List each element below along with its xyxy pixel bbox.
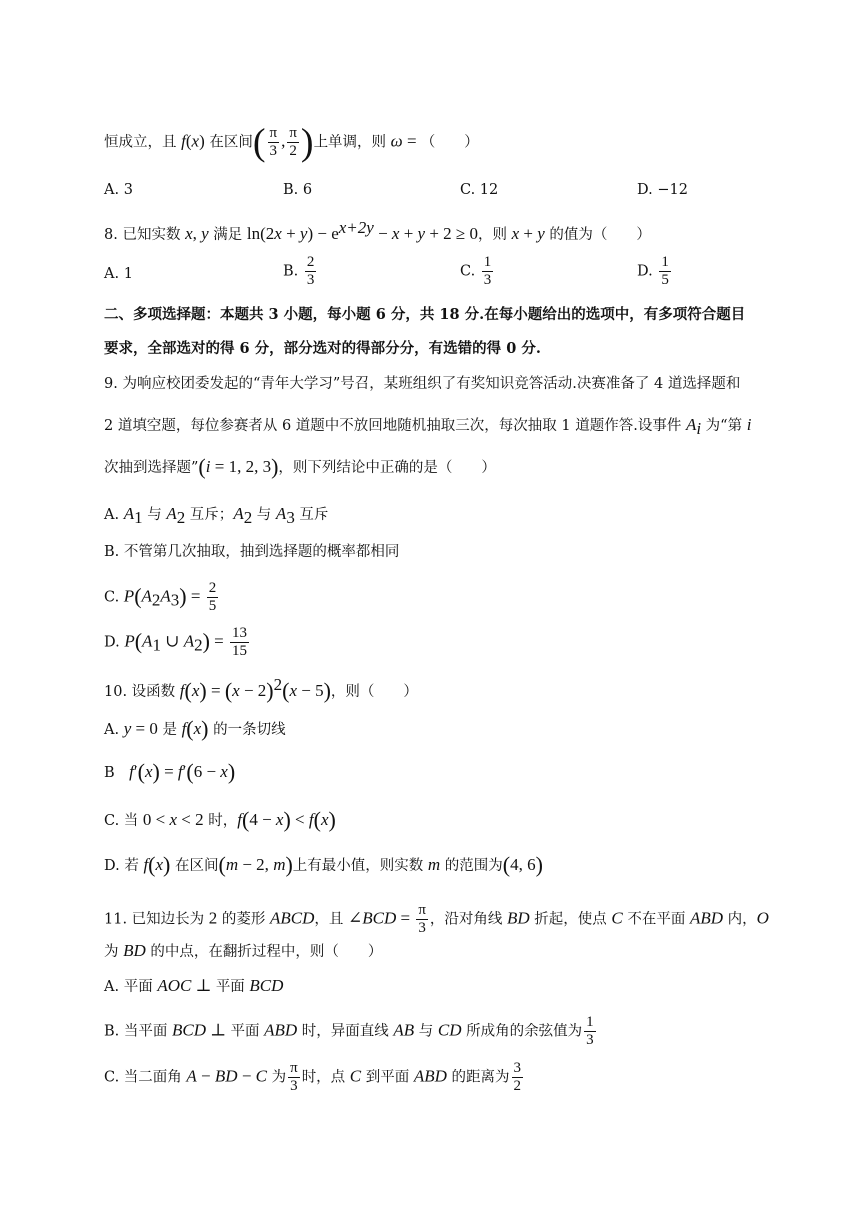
q11-option-c: C. 当二面角 A − BD − C 为 $\frac{\pi}{3}$ 时，点 C 到平面 ABD 的距离为 $\frac{3}{2}$ bbox=[104, 1060, 522, 1094]
q7-stem-line: 恒成立，且 f(x) 在区间( $\frac{\pi}{3}$ , $\frac{\pi}{2}$ )上单调，则 ω = （ ） bbox=[104, 121, 479, 164]
q7-option-d: D. −12 bbox=[637, 182, 688, 198]
q8-option-b: B. $\frac{2}{3}$ bbox=[283, 254, 315, 288]
q10-option-c: C. 当 0 < x < 2 时，f(4 − x) < f(x) bbox=[104, 807, 336, 832]
q10-option-b: B f′(x) = f′(6 − x) bbox=[104, 759, 236, 784]
q8-option-a: A. 1 bbox=[104, 266, 133, 282]
q9-option-b: B. 不管第几次抽取，抽到选择题的概率都相同 bbox=[104, 544, 400, 560]
q11-stem-line1: 11. 已知边长为 2 的菱形 ABCD，且 ∠BCD = $\frac{\pi}{3}$ ，沿对角线 BD 折起，使点 C 不在平面 ABD 内，O bbox=[104, 902, 769, 936]
q9-option-a: A. $A_1$ 与 $A_2$ 互斥；$A_2$ 与 $A_3$ 互斥 bbox=[104, 504, 329, 527]
q8-stem: 8. 已知实数 x, y 满足 $\ln(2x + y) - e^{x+2y} - x + y + 2 \ge 0$，则 x + y 的值为（ ） bbox=[104, 218, 651, 243]
q10-stem: 10. 设函数 $f(x) = (x - 2)^2(x - 5)$，则（ ） bbox=[104, 675, 418, 703]
q10-option-a: A. y = 0 是 f(x) 的一条切线 bbox=[104, 716, 286, 741]
q8-option-c: C. $\frac{1}{3}$ bbox=[460, 254, 492, 288]
q7-option-a: A. 3 bbox=[104, 182, 133, 198]
section2-heading-line1: 二、多项选择题：本题共 3 小题，每小题 6 分，共 18 分.在每小题给出的选项中，有多项符合题目 bbox=[104, 306, 746, 323]
q7-option-c: C. 12 bbox=[460, 182, 499, 198]
q9-option-c: C. $P(A_2A_3)$ = $\frac{2}{5}$ bbox=[104, 580, 217, 614]
q11-option-a: A. 平面 AOC ⊥ 平面 BCD bbox=[104, 976, 284, 995]
q9-stem-line1: 9. 为响应校团委发起的“青年大学习”号召，某班组织了有奖知识竞答活动.决赛准备了 4 道选择题和 bbox=[104, 376, 741, 392]
q11-stem-line2: 为 BD 的中点，在翻折过程中，则（ ） bbox=[104, 941, 383, 960]
q10-option-d: D. 若 f(x) 在区间(m − 2, m)上有最小值，则实数 m 的范围为(4, 6) bbox=[104, 852, 543, 877]
q7-option-b: B. 6 bbox=[283, 182, 313, 198]
section2-heading-line2: 要求，全部选对的得 6 分，部分选对的得部分分，有选错的得 0 分. bbox=[104, 340, 541, 357]
q9-stem-line2: 2 道填空题，每位参赛者从 6 道题中不放回地随机抽取三次，每次抽取 1 道题作答.设事件 $A_i$ 为“第 i bbox=[104, 415, 752, 438]
q9-stem-line3: 次抽到选择题”(i = 1, 2, 3)，则下列结论中正确的是（ ） bbox=[104, 454, 496, 479]
q9-option-d: D. $P(A_1$ ∪ $A_2$) = $\frac{13}{15}$ bbox=[104, 625, 247, 659]
q8-option-d: D. $\frac{1}{5}$ bbox=[637, 254, 669, 288]
q11-option-b: B. 当平面 BCD ⊥ 平面 ABD 时，异面直线 AB 与 CD 所成角的余弦值为 $\frac{1}{3}$ bbox=[104, 1014, 594, 1048]
